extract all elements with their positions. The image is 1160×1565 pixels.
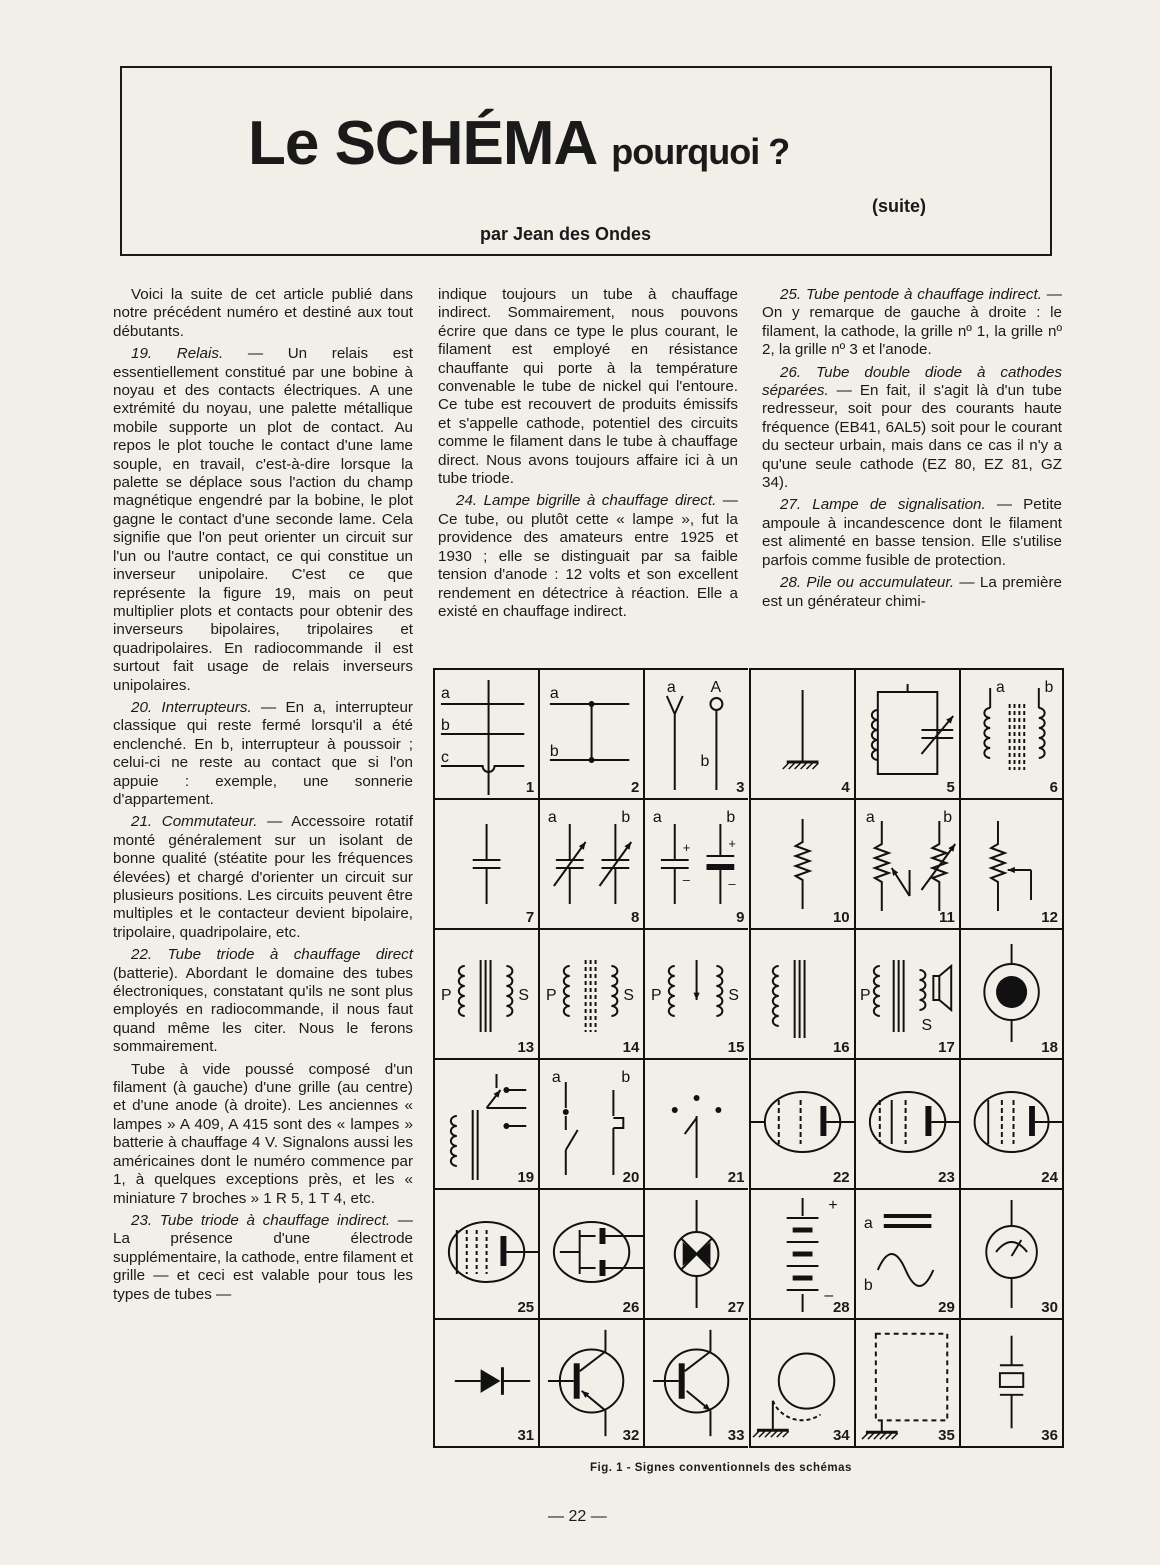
symbol-cell-31 <box>433 1318 538 1448</box>
symbol-number: 18 <box>1041 1039 1058 1056</box>
svg-text:A: A <box>710 678 722 697</box>
svg-text:a: a <box>548 808 557 827</box>
svg-text:–: – <box>728 875 736 892</box>
svg-text:b: b <box>726 808 736 827</box>
symbol-number: 10 <box>832 909 850 926</box>
symbol-number: 34 <box>832 1427 850 1444</box>
symbol-cell-8 <box>538 798 643 928</box>
symbol-number: 35 <box>938 1427 955 1444</box>
symbol-number: 14 <box>622 1039 640 1056</box>
symbol-cell-18 <box>959 928 1064 1058</box>
symbol-cell-27 <box>643 1188 748 1318</box>
svg-text:–: – <box>683 871 691 888</box>
svg-text:b: b <box>440 716 450 735</box>
symbol-number: 15 <box>727 1039 745 1056</box>
symbol-cell-32 <box>538 1318 643 1448</box>
svg-text:S: S <box>623 986 635 1005</box>
paragraph: 24. Lampe bigrille à chauffage direct. — Ce tube, ou plutôt cette « lampe », fut la providence des amateurs entre 1925 et 1930 ; elle se distinguait par sa faible tension d'anode : 12 volts et son excellent rendement en détectrice à réaction. Elle a existé en chauffage indirect. <box>438 492 738 620</box>
symbol-drawing <box>961 670 1062 798</box>
symbol-number: 17 <box>938 1039 955 1056</box>
symbol-number: 20 <box>622 1169 640 1186</box>
symbol-cell-21 <box>643 1058 748 1188</box>
paragraph: Tube à vide poussé composé d'un filament (à gauche) d'une grille (au centre) et d'une anode (à droite). Les anciennes « lampes » A 409, A 415 sont des « lampes » batterie à chauffage 4 V. Signalons aussi les américaines dont le numéro commence par 1, à quelques exceptions près, et les « miniature 7 broches » 1 R 5, 1 T 4, etc. <box>113 1060 413 1207</box>
svg-text:P: P <box>440 986 452 1005</box>
symbol-cell-10 <box>749 798 854 928</box>
figure-caption: Fig. 1 - Signes conventionnels des schémas <box>590 1462 852 1474</box>
symbol-number: 19 <box>517 1169 535 1186</box>
symbol-cell-1 <box>433 668 538 798</box>
symbol-cell-25 <box>433 1188 538 1318</box>
symbol-number: 3 <box>736 779 745 796</box>
svg-text:b: b <box>700 752 710 771</box>
symbol-cell-34 <box>749 1318 854 1448</box>
symbol-cell-15 <box>643 928 748 1058</box>
symbol-drawing <box>751 670 854 798</box>
paragraph: indique toujours un tube à chauffage indirect. Sommairement, nous pouvons écrire que dans ce type le plus courant, le filament est employé en résistance chauffante qui porte à la température convenable le tube de nickel qui l'entoure. Ce tube est recouvert de produits émissifs et s'appelle cathode, potentiel des circuits comme le filament dans le tube à chauffage direct. Nous avons toujours affaire ici à un tube triode. <box>438 286 738 488</box>
symbol-cell-36 <box>959 1318 1064 1448</box>
page-title: Le SCHÉMA pourquoi ? <box>248 109 790 178</box>
symbol-drawing <box>540 670 643 798</box>
symbol-number: 31 <box>517 1427 535 1444</box>
svg-text:b: b <box>621 1068 631 1087</box>
author-line: par Jean des Ondes <box>480 224 652 244</box>
symbol-cell-26 <box>538 1188 643 1318</box>
symbol-number: 9 <box>736 909 745 926</box>
page-number: — 22 — <box>548 1508 607 1525</box>
symbol-cell-4 <box>749 668 854 798</box>
paragraph: 27. Lampe de signalisation. — Petite ampoule à incandescence dont le filament est alimenté en basse tension. Elle s'utilise parfois comme fusible de protection. <box>762 496 1063 569</box>
svg-text:S: S <box>728 986 740 1005</box>
svg-text:a: a <box>552 1068 561 1087</box>
symbol-number: 5 <box>946 779 955 796</box>
symbol-number: 23 <box>938 1169 955 1186</box>
svg-text:S: S <box>921 1016 932 1035</box>
symbol-number: 22 <box>832 1169 850 1186</box>
svg-text:b: b <box>942 808 952 827</box>
symbol-cell-17 <box>854 928 959 1058</box>
symbol-cell-14 <box>538 928 643 1058</box>
symbol-drawing <box>435 670 538 798</box>
symbol-cell-35 <box>854 1318 959 1448</box>
symbol-cell-6 <box>959 668 1064 798</box>
symbol-cell-12 <box>959 798 1064 928</box>
svg-text:+: + <box>827 1196 838 1215</box>
symbol-number: 7 <box>525 909 535 926</box>
symbol-number: 11 <box>938 909 955 926</box>
svg-text:+: + <box>683 839 691 856</box>
svg-text:b: b <box>1044 678 1054 697</box>
symbol-drawing <box>856 670 959 798</box>
symbol-number: 30 <box>1041 1299 1058 1316</box>
symbol-number: 33 <box>727 1427 745 1444</box>
svg-text:a: a <box>995 678 1005 697</box>
symbol-cell-13 <box>433 928 538 1058</box>
paragraph: 19. Relais. — Un relais est essentiellement constitué par une bobine à noyau et des contacts électriques. A une extrémité du noyau, une palette métallique mobile supporte un plot de contact. Au repos le plot touche le contact d'une lame souple, en travail, c'est-à-dire lorsque la palette se déplace sous l'action du champ magnétique engendré par la bobine, le plot gagne le contact d'une seconde lame. Cela signifie que l'on peut orienter un circuit sur l'un ou l'autre contact, ce qui constitue un inverseur unipolaire. C'est ce que représente la figure 19, mais on peut multiplier plots et contacts pour obtenir des inverseurs bipolaires, tripolaires et quadripolaires. En radiocommande il est surtout fait usage de relais inverseurs unipolaires. <box>113 345 413 694</box>
symbol-number: 12 <box>1041 909 1058 926</box>
paragraph: 26. Tube double diode à cathodes séparées. — En fait, il s'agit là d'un tube redresseur, soit pour des courants haute fréquence (EB41, 6AL5) soit pour le courant du secteur urbain, mais dans ce cas il n'y a qu'une seule cathode (EZ 80, EZ 81, GZ 34). <box>762 363 1062 492</box>
symbol-cell-19 <box>433 1058 538 1188</box>
symbol-number: 8 <box>630 909 640 926</box>
paragraph: 22. Tube triode à chauffage direct (batterie). Abordant le domaine des tubes électroniques, constatant qu'ils ne sont plus employés en radiocommande, il nous faut quand même les citer. Nous le ferons sommairement. <box>113 946 413 1056</box>
svg-text:a: a <box>440 684 450 703</box>
paragraph: 20. Interrupteurs. — En a, interrupteur classique qui reste fermé lorsqu'il a été enclenché. En b, interrupteur à poussoir ; celui-ci ne reste au contact que si l'on appuie : exemple, une sonnerie d'appartement. <box>113 698 413 808</box>
subtitle-suite: (suite) <box>872 196 926 216</box>
symbol-cell-20 <box>538 1058 643 1188</box>
symbol-number: 4 <box>841 779 850 796</box>
svg-text:P: P <box>651 986 662 1005</box>
svg-text:a: a <box>865 808 875 827</box>
svg-text:+: + <box>728 835 737 852</box>
symbol-number: 6 <box>1049 779 1058 796</box>
svg-text:a: a <box>667 678 676 697</box>
symbol-number: 13 <box>517 1039 535 1056</box>
symbol-cell-2 <box>538 668 643 798</box>
paragraph: 23. Tube triode à chauffage indirect. — La présence d'une électrode supplémentaire, la cathode, entre filament et grille — et ceci est valable pour tous les types de tubes — <box>113 1211 413 1303</box>
symbol-cell-7 <box>433 798 538 928</box>
symbol-number: 1 <box>525 779 535 796</box>
symbol-drawing <box>540 800 643 928</box>
paragraph: 21. Commutateur. — Accessoire rotatif monté généralement sur un isolant de bonne qualité (stéatite pour les fréquences élevées) et chargé d'orienter un circuit sur plusieurs positions. Les circuits peuvent être multiples et le contacteur devient bipolaire, tripolaire, quadripolaire, etc. <box>113 813 413 941</box>
symbol-number: 26 <box>622 1299 640 1316</box>
symbol-cell-11 <box>854 798 959 928</box>
symbol-cell-3 <box>643 668 748 798</box>
symbol-cell-16 <box>749 928 854 1058</box>
paragraph: 25. Tube pentode à chauffage indirect. — On y remarque de gauche à droite : le filament, la cathode, la grille nº 1, la grille nº 2, la grille nº 3 et l'anode. <box>762 286 1062 359</box>
svg-text:a: a <box>863 1214 873 1233</box>
symbol-number: 16 <box>832 1039 850 1056</box>
symbol-cell-5 <box>854 668 959 798</box>
symbol-number: 28 <box>832 1299 850 1316</box>
symbol-number: 25 <box>517 1299 535 1316</box>
symbol-number: 21 <box>727 1169 745 1186</box>
symbol-number: 2 <box>630 779 640 796</box>
svg-text:a: a <box>653 808 663 827</box>
paragraph: Voici la suite de cet article publié dans notre précédent numéro et destiné aux tout débutants. <box>113 286 413 340</box>
symbol-cell-28 <box>749 1188 854 1318</box>
symbol-drawing <box>645 670 748 798</box>
svg-text:S: S <box>518 986 529 1005</box>
symbol-cell-33 <box>643 1318 748 1448</box>
svg-text:–: – <box>823 1286 833 1305</box>
svg-text:a: a <box>550 684 559 703</box>
symbol-cell-30 <box>959 1188 1064 1318</box>
symbol-number: 29 <box>938 1299 955 1316</box>
symbol-cell-23 <box>854 1058 959 1188</box>
svg-text:b: b <box>863 1276 873 1295</box>
paragraph: 28. Pile ou accumulateur. — La première est un générateur chimi- <box>762 574 1062 610</box>
symbol-number: 27 <box>727 1299 745 1316</box>
symbol-number: 32 <box>622 1427 640 1444</box>
svg-text:P: P <box>546 986 557 1005</box>
symbol-number: 24 <box>1041 1169 1058 1186</box>
symbol-cell-9 <box>643 798 748 928</box>
symbol-cell-29 <box>854 1188 959 1318</box>
symbol-cell-22 <box>749 1058 854 1188</box>
symbol-number: 36 <box>1041 1427 1058 1444</box>
svg-text:P: P <box>859 986 871 1005</box>
svg-text:b: b <box>621 808 631 827</box>
text-column-2 <box>438 286 738 625</box>
symbol-drawing <box>645 800 748 928</box>
svg-text:c: c <box>440 748 449 767</box>
symbol-cell-24 <box>959 1058 1064 1188</box>
text-column-3 <box>762 286 1062 615</box>
symbol-grid <box>433 668 1064 1448</box>
symbol-drawing <box>435 800 538 928</box>
text-column-1 <box>113 286 413 1308</box>
svg-text:b: b <box>550 742 559 761</box>
